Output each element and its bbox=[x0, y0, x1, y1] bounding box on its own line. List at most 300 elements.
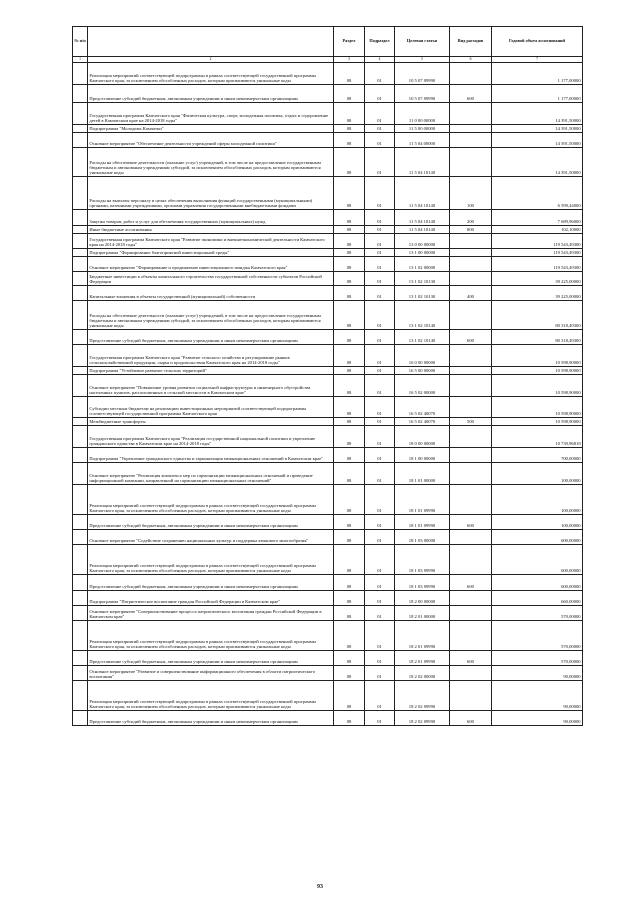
cell-name: Предоставление субсидий бюджетным, автономным учреждениям и иным некоммерческим организациям bbox=[88, 710, 334, 725]
cell-subsection: 01 bbox=[365, 590, 395, 605]
cell-amount: 14 391,50000 bbox=[492, 132, 583, 147]
cell-section: 08 bbox=[334, 256, 365, 271]
cell-subsection: 01 bbox=[365, 374, 395, 396]
cell-name: Капитальные вложения в объекты государственной (муниципальной) собственности bbox=[88, 285, 334, 300]
cell-expense-type bbox=[450, 605, 492, 620]
cell-amount: 39 225,00000 bbox=[492, 271, 583, 285]
cell-number bbox=[73, 650, 88, 665]
cell-name: Расходы на обеспечение деятельности (оказание услуг) учреждений, в том числе на предоставление государственным бюджетным и автономным учреждениям субсидий, за исключением обособленных расходов, которым присваиваются уникальные коды bbox=[88, 147, 334, 176]
cell-target-article: 18 2 01 09990 bbox=[395, 620, 450, 650]
cell-name: Предоставление субсидий бюджетным, автономным учреждениям и иным некоммерческим организациям bbox=[88, 84, 334, 102]
table-row bbox=[73, 102, 583, 124]
cell-target-article: 13 1 00 00000 bbox=[395, 248, 450, 256]
cell-subsection: 01 bbox=[365, 396, 395, 417]
cell-amount: 570,00000 bbox=[492, 620, 583, 650]
cell-number bbox=[73, 102, 88, 124]
cell-name: Бюджетные инвестиции в объекты капитального строительства государственной собственности субъектов Российской Федерации bbox=[88, 271, 334, 285]
cell-name: Государственная программа Камчатского края "Физическая культура, спорт, молодежная политика, отдых и оздоровление детей в Камчатском крае на 2014-2018 годы" bbox=[88, 102, 334, 124]
col-number-7: 7 bbox=[492, 57, 583, 63]
cell-amount: 100,00000 bbox=[492, 514, 583, 529]
cell-subsection: 01 bbox=[365, 620, 395, 650]
cell-name: Субсидии местным бюджетам на реализацию инвестиционных мероприятий соответствующей подпрограммы соответствующей государственной программы Камчатского края bbox=[88, 396, 334, 417]
cell-amount: 600,00000 bbox=[492, 544, 583, 574]
cell-amount: 10 739,96818 bbox=[492, 425, 583, 447]
table-row bbox=[73, 84, 583, 102]
cell-amount: 14 391,50000 bbox=[492, 102, 583, 124]
cell-number bbox=[73, 147, 88, 176]
cell-name: Расходы на обеспечение деятельности (оказание услуг) учреждений, в том числе на предоставление государственным бюджетным и автономным учреждениям субсидий, за исключением обособленных расходов, которым присваиваются уникальные коды bbox=[88, 300, 334, 329]
cell-name: Государственная программа Камчатского края "Развитие сельского хозяйства и регулирование рынков сельскохозяйственной продукции, сырья и продовольствия Камчатского края на 2014-2018 годы" bbox=[88, 344, 334, 366]
cell-number bbox=[73, 176, 88, 209]
table-row bbox=[73, 344, 583, 366]
table-row bbox=[73, 256, 583, 271]
cell-subsection: 01 bbox=[365, 366, 395, 374]
cell-section: 08 bbox=[334, 544, 365, 574]
cell-section: 08 bbox=[334, 84, 365, 102]
cell-expense-type: 500 bbox=[450, 417, 492, 425]
cell-number bbox=[73, 529, 88, 544]
col-number-6: 6 bbox=[450, 57, 492, 63]
cell-expense-type bbox=[450, 256, 492, 271]
cell-section: 08 bbox=[334, 271, 365, 285]
cell-section: 08 bbox=[334, 574, 365, 590]
cell-target-article: 13 1 02 10140 bbox=[395, 329, 450, 344]
cell-expense-type bbox=[450, 484, 492, 514]
cell-name: Реализация мероприятий соответствующей подпрограммы в рамках соответствующей государственной программы Камчатского края, за исключением обособленных расходов, которым присваиваются уникальные коды bbox=[88, 484, 334, 514]
cell-target-article: 13 1 02 10130 bbox=[395, 271, 450, 285]
table-row bbox=[73, 285, 583, 300]
cell-expense-type bbox=[450, 665, 492, 680]
cell-expense-type bbox=[450, 396, 492, 417]
cell-section: 08 bbox=[334, 447, 365, 462]
table-row bbox=[73, 396, 583, 417]
cell-section: 08 bbox=[334, 680, 365, 710]
cell-amount: 10 598,90000 bbox=[492, 396, 583, 417]
cell-subsection: 01 bbox=[365, 484, 395, 514]
cell-section: 08 bbox=[334, 710, 365, 725]
cell-amount: 100,00000 bbox=[492, 484, 583, 514]
cell-target-article: 13 0 00 00000 bbox=[395, 233, 450, 248]
cell-name: Реализация мероприятий соответствующей подпрограммы в рамках соответствующей государственной программы Камчатского края, за исключением обособленных расходов, которым присваиваются уникальные коды bbox=[88, 544, 334, 574]
cell-name: Предоставление субсидий бюджетным, автономным учреждениям и иным некоммерческим организациям bbox=[88, 329, 334, 344]
cell-expense-type: 200 bbox=[450, 209, 492, 225]
cell-target-article: 11 5 04 10140 bbox=[395, 209, 450, 225]
cell-section: 08 bbox=[334, 529, 365, 544]
cell-amount: 7 689,96000 bbox=[492, 209, 583, 225]
cell-target-article: 18 1 01 09990 bbox=[395, 514, 450, 529]
cell-expense-type: 100 bbox=[450, 176, 492, 209]
cell-subsection: 01 bbox=[365, 329, 395, 344]
cell-amount: 80 318,49300 bbox=[492, 329, 583, 344]
table-row bbox=[73, 544, 583, 574]
col-header-type: Вид расходов bbox=[450, 27, 492, 57]
cell-amount: 570,00000 bbox=[492, 605, 583, 620]
cell-target-article: 18 2 02 00000 bbox=[395, 665, 450, 680]
cell-target-article: 11 5 00 00000 bbox=[395, 124, 450, 132]
cell-target-article: 18 1 03 00000 bbox=[395, 529, 450, 544]
cell-amount: 570,00000 bbox=[492, 650, 583, 665]
col-header-name bbox=[88, 27, 334, 57]
budget-sheet bbox=[72, 26, 582, 726]
cell-number bbox=[73, 271, 88, 285]
cell-number bbox=[73, 344, 88, 366]
cell-target-article: 11 5 04 00000 bbox=[395, 132, 450, 147]
cell-section: 08 bbox=[334, 514, 365, 529]
col-number-4: 4 bbox=[365, 57, 395, 63]
cell-subsection: 01 bbox=[365, 62, 395, 84]
cell-section: 08 bbox=[334, 62, 365, 84]
cell-amount: 119 543,49300 bbox=[492, 233, 583, 248]
cell-amount: 10 598,90000 bbox=[492, 417, 583, 425]
table-row bbox=[73, 417, 583, 425]
cell-number bbox=[73, 417, 88, 425]
cell-subsection: 01 bbox=[365, 285, 395, 300]
cell-number bbox=[73, 425, 88, 447]
cell-subsection: 01 bbox=[365, 425, 395, 447]
cell-expense-type bbox=[450, 271, 492, 285]
cell-amount: 1 177,00000 bbox=[492, 62, 583, 84]
cell-expense-type: 600 bbox=[450, 710, 492, 725]
col-header-amount: Годовой объем ассигнований bbox=[492, 27, 583, 57]
cell-amount: 102,10000 bbox=[492, 225, 583, 233]
table-row bbox=[73, 574, 583, 590]
cell-number bbox=[73, 285, 88, 300]
cell-target-article: 18 1 00 00000 bbox=[395, 447, 450, 462]
cell-name: Основное мероприятие "Содействие сохранению национальных культур и поддержка языкового многообразия" bbox=[88, 529, 334, 544]
cell-target-article: 18 1 01 09990 bbox=[395, 484, 450, 514]
cell-amount: 600,00000 bbox=[492, 529, 583, 544]
cell-amount: 90,00000 bbox=[492, 680, 583, 710]
table-row bbox=[73, 147, 583, 176]
cell-amount: 600,00000 bbox=[492, 574, 583, 590]
cell-name: Основное мероприятие "Обеспечение деятельности учреждений сферы молодежной политики" bbox=[88, 132, 334, 147]
cell-target-article: 18 1 03 09990 bbox=[395, 574, 450, 590]
cell-name: Реализация мероприятий соответствующей подпрограммы в рамках соответствующей государственной программы Камчатского края, за исключением обособленных расходов, которым присваиваются уникальные коды bbox=[88, 620, 334, 650]
cell-expense-type: 600 bbox=[450, 84, 492, 102]
cell-name: Предоставление субсидий бюджетным, автономным учреждениям и иным некоммерческим организациям bbox=[88, 514, 334, 529]
cell-target-article: 18 2 01 00000 bbox=[395, 605, 450, 620]
cell-expense-type bbox=[450, 147, 492, 176]
cell-subsection: 01 bbox=[365, 680, 395, 710]
cell-target-article: 16 5 02 40070 bbox=[395, 417, 450, 425]
col-header-number: № п/п bbox=[73, 27, 88, 57]
cell-name: Расходы на выплаты персоналу в целях обеспечения выполнения функций государственными (муниципальными) органами, казенными учреждениями, органами управления государственными внебюджетными фондами bbox=[88, 176, 334, 209]
cell-name: Основное мероприятие "Повышение уровня развития социальной инфраструктуры и инженерного обустройства населенных пунктов, расположенных в сельской местности в Камчатском крае" bbox=[88, 374, 334, 396]
cell-name: Подпрограмма "Патриотическое воспитание граждан Российской Федерации в Камчатском крае" bbox=[88, 590, 334, 605]
cell-amount: 6 599,44000 bbox=[492, 176, 583, 209]
cell-amount: 119 543,49300 bbox=[492, 256, 583, 271]
col-number-2: 2 bbox=[88, 57, 334, 63]
cell-subsection: 01 bbox=[365, 176, 395, 209]
cell-expense-type bbox=[450, 680, 492, 710]
cell-amount: 10 598,90000 bbox=[492, 374, 583, 396]
table-row bbox=[73, 209, 583, 225]
table-row bbox=[73, 514, 583, 529]
cell-target-article: 18 2 01 09990 bbox=[395, 650, 450, 665]
cell-section: 08 bbox=[334, 225, 365, 233]
cell-subsection: 01 bbox=[365, 209, 395, 225]
cell-subsection: 01 bbox=[365, 447, 395, 462]
cell-target-article: 18 0 00 00000 bbox=[395, 425, 450, 447]
cell-number bbox=[73, 447, 88, 462]
cell-number bbox=[73, 374, 88, 396]
cell-subsection: 01 bbox=[365, 102, 395, 124]
cell-number bbox=[73, 300, 88, 329]
cell-amount: 14 391,50000 bbox=[492, 124, 583, 132]
cell-expense-type bbox=[450, 344, 492, 366]
col-header-target: Целевая статья bbox=[395, 27, 450, 57]
cell-section: 08 bbox=[334, 425, 365, 447]
cell-target-article: 13 1 02 00000 bbox=[395, 256, 450, 271]
page-number: 93 bbox=[317, 884, 323, 890]
table-row bbox=[73, 665, 583, 680]
table-row bbox=[73, 366, 583, 374]
col-header-section: Раздел bbox=[334, 27, 365, 57]
cell-target-article: 13 1 02 10130 bbox=[395, 285, 450, 300]
cell-subsection: 01 bbox=[365, 417, 395, 425]
cell-target-article: 11 5 04 10140 bbox=[395, 225, 450, 233]
cell-section: 08 bbox=[334, 248, 365, 256]
table-row bbox=[73, 124, 583, 132]
cell-section: 08 bbox=[334, 650, 365, 665]
cell-section: 08 bbox=[334, 176, 365, 209]
cell-section: 08 bbox=[334, 590, 365, 605]
cell-name: Реализация мероприятий соответствующей подпрограммы в рамках соответствующей государственной программы Камчатского края, за исключением обособленных расходов, которым присваиваются уникальные коды bbox=[88, 680, 334, 710]
cell-name: Государственная программа Камчатского края "Развитие экономики и внешнеэкономической деятельности Камчатского края на 2014-2018 годы" bbox=[88, 233, 334, 248]
cell-number bbox=[73, 248, 88, 256]
cell-expense-type bbox=[450, 233, 492, 248]
cell-target-article: 11 0 00 00000 bbox=[395, 102, 450, 124]
cell-name: Подпрограмма "Формирование благоприятной инвестиционной среды" bbox=[88, 248, 334, 256]
cell-subsection: 01 bbox=[365, 256, 395, 271]
cell-number bbox=[73, 665, 88, 680]
col-header-subsection: Подраздел bbox=[365, 27, 395, 57]
cell-subsection: 01 bbox=[365, 271, 395, 285]
col-number-5: 5 bbox=[395, 57, 450, 63]
cell-target-article: 18 2 02 09990 bbox=[395, 680, 450, 710]
cell-target-article: 11 5 04 10140 bbox=[395, 176, 450, 209]
cell-target-article: 16 0 00 00000 bbox=[395, 344, 450, 366]
cell-name: Основное мероприятие "Формирование и продвижение инвестиционного имиджа Камчатского края" bbox=[88, 256, 334, 271]
cell-section: 08 bbox=[334, 132, 365, 147]
cell-name: Межбюджетные трансферты bbox=[88, 417, 334, 425]
cell-amount: 14 391,50000 bbox=[492, 147, 583, 176]
cell-expense-type bbox=[450, 366, 492, 374]
cell-section: 08 bbox=[334, 102, 365, 124]
cell-amount: 90,00000 bbox=[492, 710, 583, 725]
table-row bbox=[73, 62, 583, 84]
col-number-3: 3 bbox=[334, 57, 365, 63]
cell-subsection: 01 bbox=[365, 225, 395, 233]
cell-section: 08 bbox=[334, 417, 365, 425]
cell-section: 08 bbox=[334, 366, 365, 374]
cell-subsection: 01 bbox=[365, 462, 395, 484]
cell-subsection: 01 bbox=[365, 650, 395, 665]
cell-amount: 1 177,00000 bbox=[492, 84, 583, 102]
cell-number bbox=[73, 574, 88, 590]
cell-number bbox=[73, 84, 88, 102]
cell-subsection: 01 bbox=[365, 344, 395, 366]
cell-expense-type bbox=[450, 248, 492, 256]
table-row bbox=[73, 462, 583, 484]
cell-subsection: 01 bbox=[365, 132, 395, 147]
cell-subsection: 01 bbox=[365, 233, 395, 248]
table-row bbox=[73, 271, 583, 285]
cell-number bbox=[73, 680, 88, 710]
cell-target-article: 18 2 02 09990 bbox=[395, 710, 450, 725]
cell-section: 08 bbox=[334, 147, 365, 176]
cell-name: Закупка товаров, работ и услуг для обеспечения государственных (муниципальных) нужд bbox=[88, 209, 334, 225]
cell-expense-type bbox=[450, 62, 492, 84]
cell-number bbox=[73, 62, 88, 84]
cell-number bbox=[73, 620, 88, 650]
cell-amount: 39 225,00000 bbox=[492, 285, 583, 300]
cell-target-article: 18 2 00 00000 bbox=[395, 590, 450, 605]
col-number-1: 1 bbox=[73, 57, 88, 63]
cell-number bbox=[73, 590, 88, 605]
cell-target-article: 16 5 02 00000 bbox=[395, 374, 450, 396]
cell-number bbox=[73, 225, 88, 233]
cell-section: 08 bbox=[334, 374, 365, 396]
table-header-row bbox=[73, 27, 583, 57]
cell-expense-type bbox=[450, 620, 492, 650]
cell-number bbox=[73, 544, 88, 574]
cell-name: Иные бюджетные ассигнования bbox=[88, 225, 334, 233]
cell-section: 08 bbox=[334, 344, 365, 366]
cell-expense-type bbox=[450, 529, 492, 544]
cell-number bbox=[73, 605, 88, 620]
cell-amount: 660,00000 bbox=[492, 590, 583, 605]
cell-number bbox=[73, 710, 88, 725]
table-row bbox=[73, 425, 583, 447]
cell-section: 08 bbox=[334, 285, 365, 300]
cell-name: Предоставление субсидий бюджетным, автономным учреждениям и иным некоммерческим организациям bbox=[88, 574, 334, 590]
cell-subsection: 01 bbox=[365, 710, 395, 725]
cell-target-article: 11 5 04 10140 bbox=[395, 147, 450, 176]
cell-expense-type bbox=[450, 590, 492, 605]
cell-number bbox=[73, 124, 88, 132]
cell-target-article: 18 1 01 00000 bbox=[395, 462, 450, 484]
cell-subsection: 01 bbox=[365, 574, 395, 590]
table-row bbox=[73, 529, 583, 544]
cell-amount: 119 543,49300 bbox=[492, 248, 583, 256]
table-row bbox=[73, 590, 583, 605]
table-row bbox=[73, 233, 583, 248]
cell-target-article: 13 1 02 10140 bbox=[395, 300, 450, 329]
cell-expense-type: 800 bbox=[450, 225, 492, 233]
cell-number bbox=[73, 256, 88, 271]
cell-number bbox=[73, 462, 88, 484]
cell-subsection: 01 bbox=[365, 84, 395, 102]
cell-expense-type bbox=[450, 132, 492, 147]
cell-expense-type bbox=[450, 124, 492, 132]
cell-section: 08 bbox=[334, 484, 365, 514]
cell-amount: 10 598,90000 bbox=[492, 366, 583, 374]
cell-name: Основное мероприятие "Реализация комплекса мер по гармонизации межнациональных отношений и проведение информационной кампании, направленной на гармонизацию межнациональных отношений" bbox=[88, 462, 334, 484]
cell-expense-type: 400 bbox=[450, 285, 492, 300]
cell-section: 08 bbox=[334, 665, 365, 680]
cell-subsection: 01 bbox=[365, 529, 395, 544]
cell-target-article: 18 1 03 09990 bbox=[395, 544, 450, 574]
cell-target-article: 10 5 07 09990 bbox=[395, 84, 450, 102]
cell-subsection: 01 bbox=[365, 300, 395, 329]
cell-expense-type: 600 bbox=[450, 329, 492, 344]
cell-number bbox=[73, 233, 88, 248]
cell-number bbox=[73, 396, 88, 417]
budget-table bbox=[72, 26, 583, 726]
table-row bbox=[73, 710, 583, 725]
cell-expense-type bbox=[450, 102, 492, 124]
cell-section: 08 bbox=[334, 209, 365, 225]
cell-number bbox=[73, 484, 88, 514]
cell-name: Подпрограмма "Устойчивое развитие сельских территорий" bbox=[88, 366, 334, 374]
cell-subsection: 01 bbox=[365, 147, 395, 176]
cell-subsection: 01 bbox=[365, 248, 395, 256]
cell-section: 08 bbox=[334, 329, 365, 344]
table-row bbox=[73, 650, 583, 665]
cell-number bbox=[73, 366, 88, 374]
cell-subsection: 01 bbox=[365, 665, 395, 680]
cell-subsection: 01 bbox=[365, 124, 395, 132]
cell-amount: 10 598,90000 bbox=[492, 344, 583, 366]
cell-amount: 90,00000 bbox=[492, 665, 583, 680]
cell-name: Подпрограмма "Укрепление гражданского единства и гармонизация межнациональных отношений в Камчатском крае" bbox=[88, 447, 334, 462]
table-row bbox=[73, 329, 583, 344]
cell-section: 08 bbox=[334, 462, 365, 484]
cell-number bbox=[73, 514, 88, 529]
cell-target-article: 16 5 00 00000 bbox=[395, 366, 450, 374]
cell-amount: 700,00000 bbox=[492, 447, 583, 462]
cell-expense-type: 600 bbox=[450, 574, 492, 590]
table-row bbox=[73, 374, 583, 396]
cell-section: 08 bbox=[334, 620, 365, 650]
cell-name: Предоставление субсидий бюджетным, автономным учреждениям и иным некоммерческим организациям bbox=[88, 650, 334, 665]
cell-expense-type bbox=[450, 374, 492, 396]
cell-number bbox=[73, 132, 88, 147]
table-row bbox=[73, 248, 583, 256]
cell-expense-type: 600 bbox=[450, 514, 492, 529]
cell-amount: 100,00000 bbox=[492, 462, 583, 484]
cell-number bbox=[73, 329, 88, 344]
cell-subsection: 01 bbox=[365, 605, 395, 620]
cell-section: 08 bbox=[334, 396, 365, 417]
cell-target-article: 16 5 02 40070 bbox=[395, 396, 450, 417]
cell-name: Государственная программа Камчатского края "Реализация государственной национальной политики и укрепление гражданского единства в Камчатском крае на 2014-2018 годы" bbox=[88, 425, 334, 447]
cell-number bbox=[73, 209, 88, 225]
table-row bbox=[73, 176, 583, 209]
cell-amount: 80 318,49300 bbox=[492, 300, 583, 329]
cell-expense-type bbox=[450, 447, 492, 462]
table-row bbox=[73, 484, 583, 514]
table-row bbox=[73, 620, 583, 650]
table-row bbox=[73, 132, 583, 147]
table-row bbox=[73, 680, 583, 710]
cell-section: 08 bbox=[334, 605, 365, 620]
cell-subsection: 01 bbox=[365, 544, 395, 574]
cell-section: 08 bbox=[334, 300, 365, 329]
table-body bbox=[73, 62, 583, 725]
cell-expense-type bbox=[450, 544, 492, 574]
cell-subsection: 01 bbox=[365, 514, 395, 529]
cell-target-article: 10 5 07 09990 bbox=[395, 62, 450, 84]
cell-expense-type bbox=[450, 462, 492, 484]
cell-name: Подпрограмма "Молодежь Камчатки" bbox=[88, 124, 334, 132]
cell-expense-type: 600 bbox=[450, 650, 492, 665]
cell-section: 08 bbox=[334, 124, 365, 132]
table-row bbox=[73, 605, 583, 620]
table-row bbox=[73, 447, 583, 462]
cell-expense-type bbox=[450, 300, 492, 329]
